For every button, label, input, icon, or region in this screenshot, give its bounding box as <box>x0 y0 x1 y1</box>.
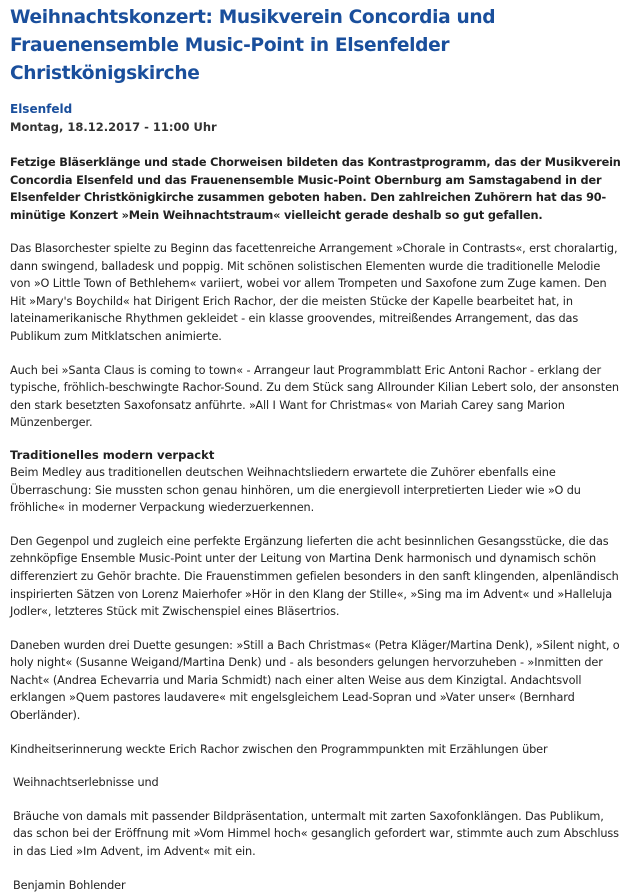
article-date: Montag, 18.12.2017 - 11:00 Uhr <box>10 120 217 134</box>
paragraph-4: Den Gegenpol und zugleich eine perfekte Ergänzung lieferten die acht besinnlichen Gesangsstücke, die das zehnköpfige Ensemble Music-Point unter der Leitung von Martina Denk harmonisch und dynamisch schön differenziert zu Gehör brachte. Die Frauenstimmen gefielen besonders in den sanft klingenden, alpenländisch inspirierten Sätzen von Lorenz Maierhofer »Hör in den Klang der Stille«, »Sing ma im Advent« und »Halleluja Jodler«, letzteres Stück mit Zwischenspiel eines Bläsertrios. <box>10 534 619 619</box>
article-title: Weihnachtskonzert: Musikverein Concordia und Frauenensemble Music-Point in Elsenfelder Christkönigskirche <box>10 7 496 84</box>
paragraph-7: Weihnachtserlebnisse und <box>13 776 159 790</box>
author-name: Benjamin Bohlender <box>13 878 126 892</box>
article-lead: Fetzige Bläserklänge und stade Chorweisen bildeten das Kontrastprogramm, das der Musikverein Concordia Elsenfeld und das Frauenensemble Music-Point Obernburg am Samstagabend in der Elsenfelder Christkönigkirche zusammen geboten haben. Den zahlreichen Zuhörern hat das 90-minütige Konzert »Mein Weihnachtstraum« vielleicht gerade deshalb so gut gefallen. <box>10 156 621 222</box>
paragraph-5: Daneben wurden drei Duette gesungen: »Still a Bach Christmas« (Petra Kläger/Martina Denk), »Silent night, o holy night« (Susanne Weigand/Martina Denk) und - als besonders gelungen hervorzuheben - »Inmitten der Nacht« (Andrea Echevarria und Maria Schmidt) nach einer alten Weise aus dem Kinzigtal. Andachtsvoll erklangen »Quem pastores laudavere« mit engelsgleichem Lead-Sopran und »Vater unser« (Bernhard Oberländer). <box>10 638 620 723</box>
paragraph-3: Beim Medley aus traditionellen deutschen Weihnachtsliedern erwartete die Zuhörer ebenfalls eine Überraschung: Sie mussten schon genau hinhören, um die energievoll interpretierten Lieder wie »O du fröhliche« in moderner Verpackung wiederzuerkennen. <box>10 465 581 515</box>
paragraph-8: Bräuche von damals mit passender Bildpräsentation, untermalt mit zarten Saxofonklängen. Das Publikum, das schon bei der Eröffnung mit »Vom Himmel hoch« gesanglich gefordert war, stimmte auch zum Abschluss in das Lied »Im Advent, im Advent« mit ein. <box>13 809 619 859</box>
paragraph-2: Auch bei »Santa Claus is coming to town« - Arrangeur laut Programmblatt Eric Antoni Rachor - erklang der typische, fröhlich-beschwingte Rachor-Sound. Zu dem Stück sang Allrounder Kilian Lebert solo, der ansonsten den stark besetzten Saxofonsatz anführte. »All I Want for Christmas« von Mariah Carey sang Marion Münzenberger. <box>10 363 619 430</box>
paragraph-1: Das Blasorchester spielte zu Beginn das facettenreiche Arrangement »Chorale in Contrasts«, erst choralartig, dann swingend, balladesk und poppig. Mit schönen solistischen Elementen wurde die traditionelle Melodie von »O Little Town of Bethlehem« variiert, wobei vor allem Trompeten und Saxofone zum Zuge kamen. Den Hit »Mary's Boychild« hat Dirigent Erich Rachor, der die meisten Stücke der Kapelle bearbeitet hat, in lateinamerikanische Rhythmen gekleidet - ein klasse groovendes, mitreißendes Arrangement, das das Publikum zum Mitklatschen animierte. <box>10 242 618 343</box>
article-location[interactable]: Elsenfeld <box>10 102 73 116</box>
section-heading: Traditionelles modern verpackt <box>10 447 215 462</box>
paragraph-6: Kindheitserinnerung weckte Erich Rachor zwischen den Programmpunkten mit Erzählungen über <box>10 742 548 756</box>
